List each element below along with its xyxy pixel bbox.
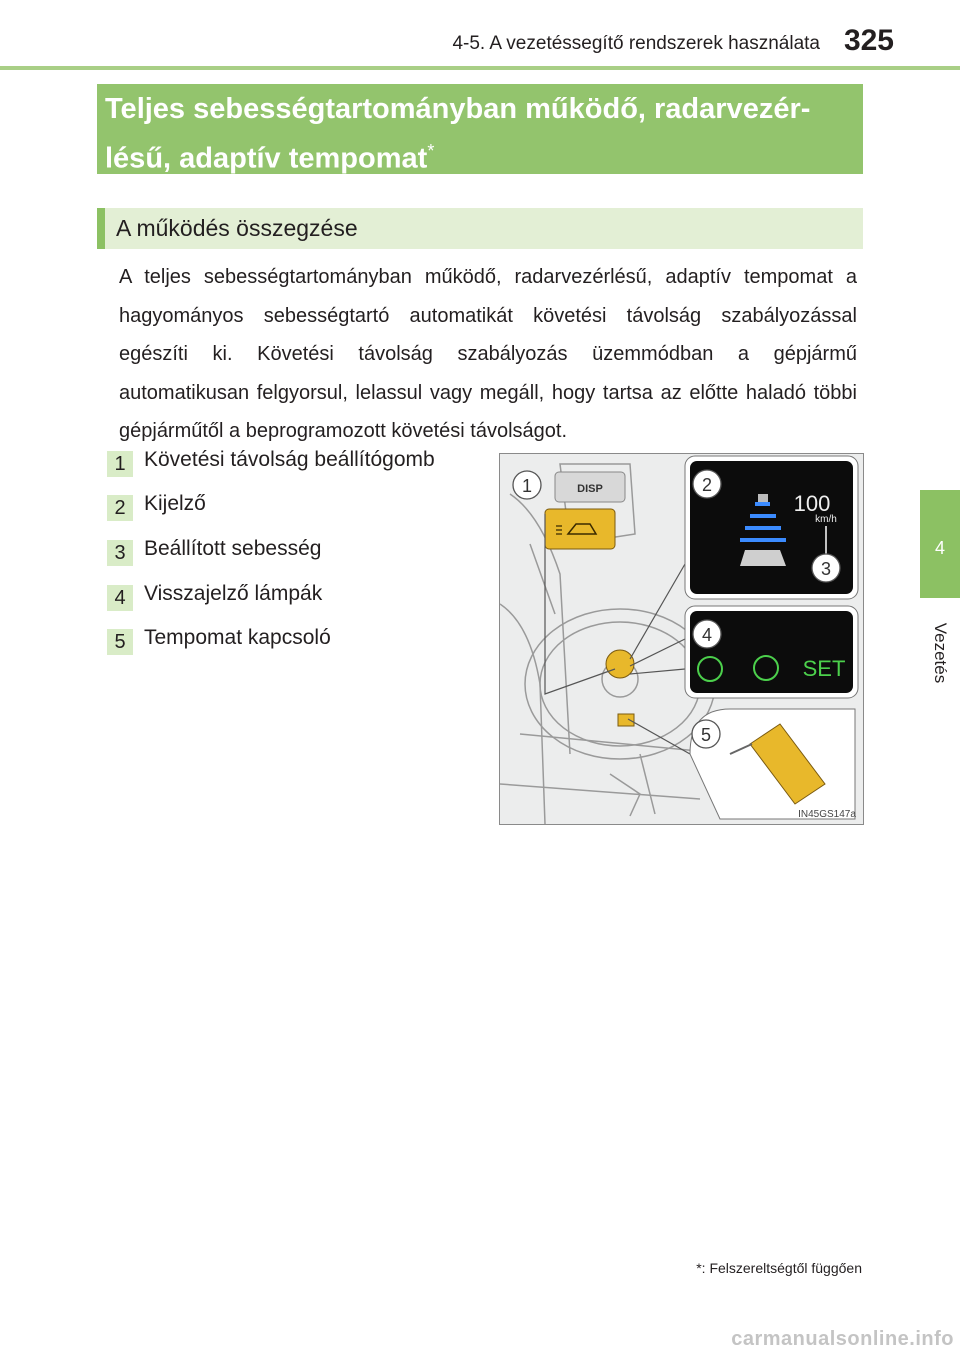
page-number: 325: [843, 24, 894, 57]
watermark: carmanualsonline.info: [731, 1328, 954, 1350]
page-header: [0, 0, 960, 70]
wheel-highlight: [606, 650, 634, 678]
footnote: [696, 1260, 862, 1276]
callout-4-text: 4: [701, 625, 713, 645]
callout-3-text: 3: [820, 559, 832, 579]
item-number-badge: 5: [107, 629, 133, 655]
chapter-label-text: Vezetés: [931, 622, 950, 684]
item-label: Tempomat kapcsoló: [144, 626, 331, 649]
subheading-accent: [97, 208, 105, 249]
item-label: Követési távolság beállítógomb: [144, 448, 435, 471]
cockpit-illustration: [499, 453, 864, 825]
body-paragraph: A teljes sebességtartományban működő, radarvezérlésű, adaptív tempomat a hagyományos sebességtartó automatikát követési távolság szabályozással egészíti ki. Követési távolság szabályozás üzemmódban a gépjármű automatikusan felgyorsul, lelassul vagy megáll, hogy tartsa az előtte haladó többi gépjárműtől a beprogramozott követési távolságot.: [119, 266, 857, 442]
item-label: Visszajelző lámpák: [144, 582, 323, 605]
list-item: [107, 582, 487, 612]
subheading-bar: [97, 208, 863, 249]
callout-2: [693, 470, 721, 498]
subheading: A működés összegzése: [116, 215, 358, 241]
footnote-text: : Felszereltségtől függően: [701, 1260, 862, 1276]
own-car-icon: [740, 550, 786, 566]
lever-highlight: [618, 714, 634, 726]
item-number-badge: 1: [107, 451, 133, 477]
disp-button-text: DISP: [577, 483, 603, 495]
list-item: [107, 492, 487, 522]
chapter-tab: [920, 490, 960, 598]
callout-1-text: 1: [521, 476, 533, 496]
item-label: Beállított sebesség: [144, 537, 322, 560]
chapter-label: [920, 598, 960, 708]
speed-unit: km/h: [815, 514, 837, 525]
item-number-badge: 3: [107, 540, 133, 566]
callout-5-text: 5: [700, 725, 712, 745]
callout-2-text: 2: [701, 475, 713, 495]
callout-5: [692, 720, 720, 748]
header-rule: [0, 66, 960, 70]
title-box: [97, 84, 863, 174]
item-label: Kijelző: [144, 492, 206, 515]
page-title-text: Teljes sebességtartományban működő, radarvezér-lésű, adaptív tempomat: [105, 93, 811, 175]
title-footnote-marker: *: [427, 141, 435, 161]
chapter-number: 4: [934, 538, 945, 558]
section-title: 4-5. A vezetéssegítő rendszerek használata: [452, 33, 820, 54]
set-lamp: SET: [802, 656, 846, 681]
page-title: [105, 88, 855, 180]
callout-1: [513, 471, 541, 499]
list-item: [107, 537, 487, 567]
speed-readout: 100: [793, 491, 831, 516]
item-number-badge: 2: [107, 495, 133, 521]
item-number-badge: 4: [107, 585, 133, 611]
list-item: [107, 448, 487, 478]
list-item: [107, 626, 487, 656]
callout-4: [693, 620, 721, 648]
footnote-marker: *: [696, 1260, 702, 1276]
lead-car-icon: [758, 494, 768, 502]
cockpit-drawing: [500, 454, 863, 824]
figure-code: IN45GS147a: [798, 809, 856, 820]
distance-button: [545, 509, 615, 549]
callout-3: [812, 554, 840, 582]
